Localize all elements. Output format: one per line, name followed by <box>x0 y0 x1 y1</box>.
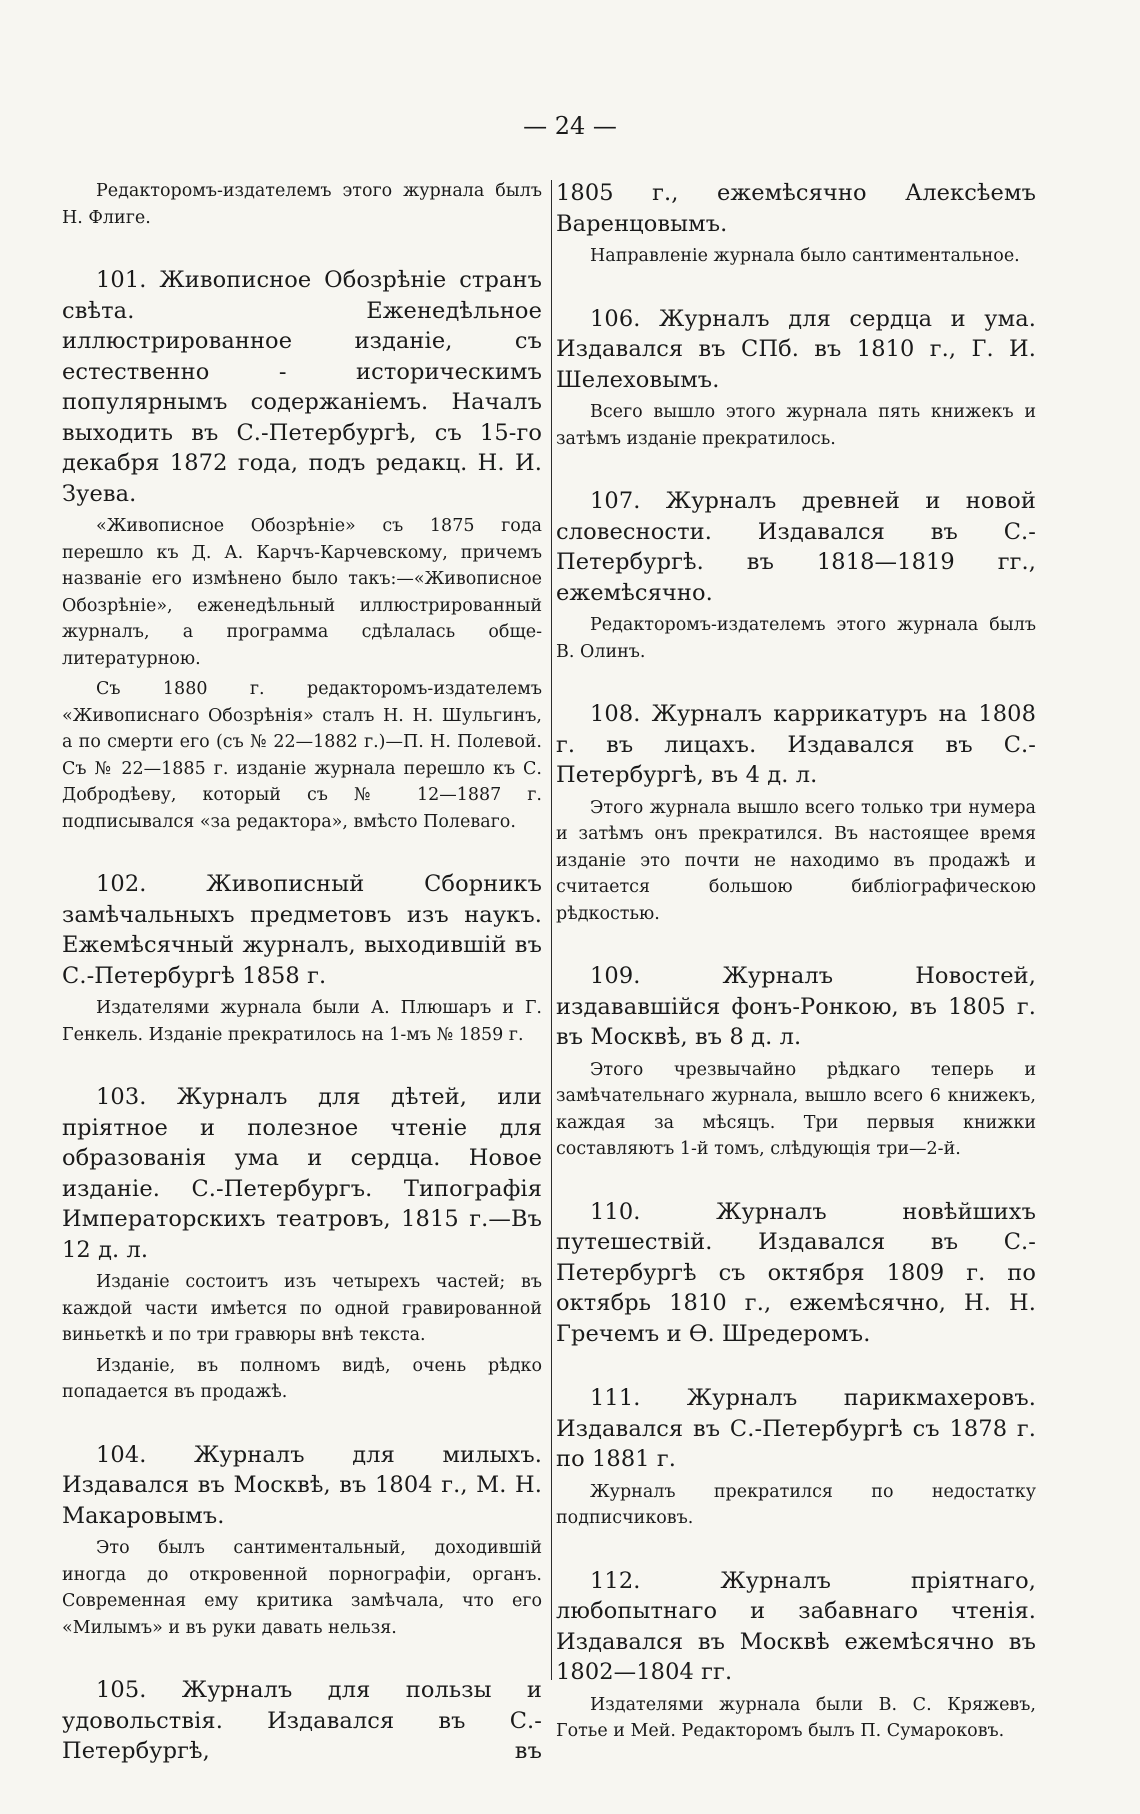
entry-heading: 110. Журналъ новѣйшихъ путешествій. Издавался въ С.-Петербургѣ съ октября 1809 г. по октябрь 1810 г., ежемѣсячно, Н. Н. Гречемъ и Ѳ. Шредеромъ. <box>556 1198 1036 1347</box>
entry-103 <box>62 1082 542 1406</box>
entry-111 <box>556 1383 1036 1532</box>
entry-note: Это былъ сантиментальный, доходившій иногда до откровенной порнографіи, органъ. Современная ему критика замѣчала, что его «Милымъ» и въ руки давать нельзя. <box>62 1538 542 1638</box>
entry-note: Редакторомъ-издателемъ этого журнала былъ Н. Флиге. <box>62 181 542 228</box>
entry-note: Изданіе, въ полномъ видѣ, очень рѣдко попадается въ продажѣ. <box>62 1355 542 1402</box>
entry-heading: 107. Журналъ древней и новой словесности. Издавался въ С.-Петербургѣ. въ 1818—1819 гг., ежемѣсячно. <box>556 488 1036 606</box>
entry-heading: 109. Журналъ Новостей, издававшійся фонъ-Ронкою, въ 1805 г. въ Москвѣ, въ 8 д. л. <box>556 963 1036 1050</box>
entry-heading: 102. Живописный Сборникъ замѣчальныхъ предметовъ изъ наукъ. Ежемѣсячный журналъ, выходившій въ С.-Петербургѣ 1858 г. <box>62 871 542 989</box>
entry-heading: 101. Живописное Обозрѣніе странъ свѣта. Еженедѣльное иллюстрированное изданіе, съ естественно - историческимъ популярнымъ содержаніемъ. Началъ выходить въ С.-Петербургѣ, съ 15-го декабря 1872 года, подъ редакц. Н. И. Зуева. <box>62 267 542 507</box>
entry-106 <box>556 304 1036 453</box>
entry-heading-continued: 1805 г., ежемѣсячно Алексѣемъ Варенцовымъ. <box>556 180 1036 237</box>
entry-108 <box>556 699 1036 927</box>
entry-note: Изданіе состоитъ изъ четырехъ частей; въ каждой части имѣется по одной гравированной виньеткѣ и по три гравюры внѣ текста. <box>62 1272 542 1345</box>
entry-note: Издателями журнала были В. С. Кряжевъ, Готье и Мей. Редакторомъ былъ П. Сумароковъ. <box>556 1694 1036 1741</box>
entry-110 <box>556 1197 1036 1350</box>
entry-101 <box>62 265 542 835</box>
entry-note: Съ 1880 г. редакторомъ-издателемъ «Живописнаго Обозрѣнія» сталъ Н. Н. Шульгинъ, а по смерти его (съ № 22—1882 г.)—П. Н. Полевой. Съ № 22—1885 г. изданіе журнала перешло къ С. Добродѣеву, который съ № 12—1887 г. подписывался «за редактора», вмѣсто Полеваго. <box>62 679 542 832</box>
page-number: — 24 — <box>523 112 617 140</box>
entry-heading: 112. Журналъ пріятнаго, любопытнаго и забавнаго чтенія. Издавался въ Москвѣ ежемѣсячно въ 1802—1804 гг. <box>556 1567 1036 1685</box>
entry-note: Этого чрезвычайно рѣдкаго теперь и замѣчательнаго журнала, вышло всего 6 книжекъ, каждая за мѣсяцъ. Три первыя книжки составляютъ 1-й томъ, слѣдующія три—2-й. <box>556 1059 1036 1159</box>
entry-continuation-flige <box>62 178 542 231</box>
entry-note: «Живописное Обозрѣніе» съ 1875 года перешло къ Д. А. Карчъ-Карчевскому, причемъ названіе его измѣнено было такъ:—«Живописное Обозрѣніе», еженедѣльный иллюстрированный журналъ, а программа сдѣлалась обще-литературною. <box>62 516 542 669</box>
left-column <box>62 178 542 1767</box>
entry-102 <box>62 869 542 1048</box>
entry-note: Направленіе журнала было сантиментальное. <box>590 246 1020 266</box>
entry-heading: 111. Журналъ парикмахеровъ. Издавался въ С.-Петербургѣ съ 1878 г. по 1881 г. <box>556 1385 1036 1472</box>
entry-heading: 103. Журналъ для дѣтей, или пріятное и полезное чтеніе для образованія ума и сердца. Новое изданіе. С.-Петербургъ. Типографія Императорскихъ театровъ, 1815 г.—Въ 12 д. л. <box>62 1084 542 1263</box>
entry-note: Всего вышло этого журнала пять книжекъ и затѣмъ изданіе прекратилось. <box>556 402 1036 449</box>
entry-note: Редакторомъ-издателемъ этого журнала былъ В. Олинъ. <box>556 615 1036 662</box>
right-column <box>556 178 1036 1745</box>
entry-109 <box>556 961 1036 1163</box>
entry-heading: 108. Журналъ каррикатуръ на 1808 г. въ лицахъ. Издавался въ С.-Петербургѣ, въ 4 д. л. <box>556 701 1036 788</box>
entry-107 <box>556 486 1036 665</box>
entry-104 <box>62 1440 542 1642</box>
column-divider <box>551 180 552 1680</box>
entry-heading: 104. Журналъ для милыхъ. Издавался въ Москвѣ, въ 1804 г., М. Н. Макаровымъ. <box>62 1441 542 1529</box>
entry-112 <box>556 1566 1036 1745</box>
entry-105 <box>62 1675 542 1767</box>
entry-105-continued <box>556 178 1036 270</box>
entry-note: Этого журнала вышло всего только три нумера и затѣмъ онъ прекратился. Въ настоящее время изданіе это почти не находимо въ продажѣ и считается большою библіографическою рѣдкостью. <box>556 797 1036 924</box>
entry-note: Издателями журнала были А. Плюшаръ и Г. Генкель. Изданіе прекратилось на 1-мъ № 1859 г. <box>62 998 542 1045</box>
entry-note: Журналъ прекратился по недостатку подписчиковъ. <box>556 1481 1036 1528</box>
entry-heading: 106. Журналъ для сердца и ума. Издавался въ СПб. въ 1810 г., Г. И. Шелеховымъ. <box>556 305 1036 393</box>
entry-heading: 105. Журналъ для пользы и удовольствія. Издавался въ С.-Петербургѣ, въ <box>62 1677 542 1764</box>
